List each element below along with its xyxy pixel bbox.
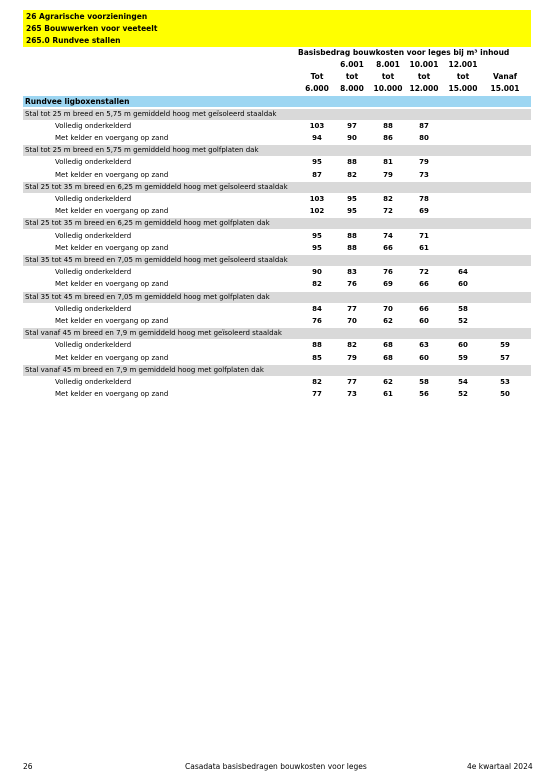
table-cell: 61 <box>383 390 393 399</box>
table-cell: 95 <box>312 231 322 240</box>
row-label: Met kelder en voergang op zand <box>55 353 169 362</box>
footer-title: Casadata basisbedragen bouwkosten voor leges <box>185 762 367 771</box>
row-label: Volledig onderkelderd <box>55 377 132 386</box>
column-header-1-line-3: 6.000 <box>305 84 329 93</box>
column-header-6-line-3: 15.001 <box>490 84 520 93</box>
table-cell: 81 <box>383 158 393 167</box>
table-cell: 102 <box>309 207 325 216</box>
row-label: Volledig onderkelderd <box>55 121 132 130</box>
table-cell: 76 <box>312 316 322 325</box>
table-cell: 70 <box>383 304 393 313</box>
table-cell: 66 <box>419 304 429 313</box>
table-cell: 60 <box>458 280 468 289</box>
group-header <box>23 182 531 193</box>
column-header-4-line-2: tot <box>417 72 431 81</box>
column-header-5-line-1: 12.001 <box>448 60 478 69</box>
table-cell: 88 <box>347 243 357 252</box>
column-header-3-line-2: tot <box>381 72 395 81</box>
table-cell: 88 <box>383 121 393 130</box>
row-label: Met kelder en voergang op zand <box>55 390 169 399</box>
table-cell: 64 <box>458 268 468 277</box>
section-header <box>23 96 531 107</box>
table-cell: 72 <box>383 207 393 216</box>
table-cell: 86 <box>383 133 393 142</box>
chapter-title: 26 Agrarische voorzieningen <box>26 12 148 21</box>
table-cell: 82 <box>312 280 322 289</box>
table-cell: 78 <box>419 194 429 203</box>
table-cell: 66 <box>383 243 393 252</box>
group-header <box>23 145 531 156</box>
table-cell: 88 <box>312 341 322 350</box>
table-cell: 59 <box>458 353 468 362</box>
table-cell: 69 <box>383 280 393 289</box>
group-title: Stal 25 tot 35 m breed en 6,25 m gemiddeld hoog met golfplaten dak <box>25 219 270 228</box>
table-cell: 70 <box>347 316 357 325</box>
table-cell: 62 <box>383 316 393 325</box>
category-title: 265.0 Rundvee stallen <box>26 36 121 45</box>
table-cell: 103 <box>309 194 325 203</box>
table-cell: 103 <box>309 121 325 130</box>
table-cell: 60 <box>419 353 429 362</box>
row-label: Met kelder en voergang op zand <box>55 133 169 142</box>
table-cell: 54 <box>458 377 468 386</box>
group-header <box>23 109 531 120</box>
column-header-3-line-1: 8.001 <box>376 60 400 69</box>
table-cell: 52 <box>458 390 468 399</box>
table-cell: 82 <box>347 341 357 350</box>
table-cell: 63 <box>419 341 429 350</box>
table-cell: 77 <box>312 390 322 399</box>
title-block <box>23 10 531 47</box>
table-cell: 73 <box>419 170 429 179</box>
table-cell: 73 <box>347 390 357 399</box>
table-cell: 88 <box>347 231 357 240</box>
column-header-1-line-2: Tot <box>310 72 324 81</box>
group-header <box>23 328 531 339</box>
table-cell: 62 <box>383 377 393 386</box>
column-header-2-line-3: 8.000 <box>340 84 364 93</box>
table-cell: 60 <box>419 316 429 325</box>
group-title: Stal vanaf 45 m breed en 7,9 m gemiddeld hoog met geïsoleerd staaldak <box>25 329 282 338</box>
table-cell: 90 <box>347 133 357 142</box>
section-title: Rundvee ligboxenstallen <box>25 97 130 106</box>
page-number: 26 <box>23 762 33 771</box>
table-cell: 95 <box>347 207 357 216</box>
column-header-4-line-3: 12.000 <box>409 84 439 93</box>
table-cell: 58 <box>419 377 429 386</box>
table-cell: 87 <box>312 170 322 179</box>
table-title: Basisbedrag bouwkosten voor leges bij m³ inhoud <box>298 48 510 57</box>
group-header <box>23 255 531 266</box>
group-title: Stal tot 25 m breed en 5,75 m gemiddeld hoog met geïsoleerd staaldak <box>25 109 277 118</box>
table-cell: 72 <box>419 268 429 277</box>
table-cell: 56 <box>419 390 429 399</box>
group-header <box>23 218 531 229</box>
column-header-2-line-1: 6.001 <box>340 60 364 69</box>
table-cell: 94 <box>312 133 322 142</box>
row-label: Met kelder en voergang op zand <box>55 280 169 289</box>
group-title: Stal 35 tot 45 m breed en 7,05 m gemiddeld hoog met geïsoleerd staaldak <box>25 255 288 264</box>
table-cell: 68 <box>383 353 393 362</box>
column-header-4-line-1: 10.001 <box>409 60 439 69</box>
table-cell: 87 <box>419 121 429 130</box>
row-label: Met kelder en voergang op zand <box>55 170 169 179</box>
row-label: Volledig onderkelderd <box>55 158 132 167</box>
row-label: Met kelder en voergang op zand <box>55 316 169 325</box>
column-header-6-line-2: Vanaf <box>492 72 518 81</box>
column-header-5-line-3: 15.000 <box>448 84 478 93</box>
table-cell: 77 <box>347 377 357 386</box>
column-header-2-line-2: tot <box>345 72 359 81</box>
table-cell: 82 <box>383 194 393 203</box>
row-label: Volledig onderkelderd <box>55 231 132 240</box>
table-cell: 52 <box>458 316 468 325</box>
table-cell: 85 <box>312 353 322 362</box>
footer-period: 4e kwartaal 2024 <box>467 762 533 771</box>
table-cell: 77 <box>347 304 357 313</box>
table-cell: 69 <box>419 207 429 216</box>
table-cell: 90 <box>312 268 322 277</box>
group-title: Stal vanaf 45 m breed en 7,9 m gemiddeld hoog met golfplaten dak <box>25 365 264 374</box>
table-cell: 88 <box>347 158 357 167</box>
table-cell: 57 <box>500 353 510 362</box>
table-cell: 79 <box>383 170 393 179</box>
column-header-5-line-2: tot <box>456 72 470 81</box>
table-cell: 79 <box>419 158 429 167</box>
table-cell: 95 <box>347 194 357 203</box>
table-cell: 76 <box>383 268 393 277</box>
group-header <box>23 365 531 376</box>
table-cell: 59 <box>500 341 510 350</box>
column-header-3-line-3: 10.000 <box>373 84 403 93</box>
table-cell: 82 <box>312 377 322 386</box>
row-label: Volledig onderkelderd <box>55 341 132 350</box>
table-cell: 84 <box>312 304 322 313</box>
table-cell: 50 <box>500 390 510 399</box>
table-cell: 79 <box>347 353 357 362</box>
row-label: Volledig onderkelderd <box>55 304 132 313</box>
row-label: Met kelder en voergang op zand <box>55 207 169 216</box>
table-cell: 83 <box>347 268 357 277</box>
group-title: Stal 35 tot 45 m breed en 7,05 m gemiddeld hoog met golfplaten dak <box>25 292 270 301</box>
group-title: Stal tot 25 m breed en 5,75 m gemiddeld hoog met golfplaten dak <box>25 146 259 155</box>
table-cell: 76 <box>347 280 357 289</box>
table-cell: 82 <box>347 170 357 179</box>
table-cell: 68 <box>383 341 393 350</box>
table-cell: 58 <box>458 304 468 313</box>
row-label: Volledig onderkelderd <box>55 194 132 203</box>
group-title: Stal 25 tot 35 m breed en 6,25 m gemiddeld hoog met geïsoleerd staaldak <box>25 182 288 191</box>
table-cell: 95 <box>312 243 322 252</box>
table-cell: 60 <box>458 341 468 350</box>
table-cell: 66 <box>419 280 429 289</box>
table-cell: 53 <box>500 377 510 386</box>
table-cell: 80 <box>419 133 429 142</box>
table-cell: 74 <box>383 231 393 240</box>
subchapter-title: 265 Bouwwerken voor veeteelt <box>26 24 158 33</box>
row-label: Met kelder en voergang op zand <box>55 243 169 252</box>
row-label: Volledig onderkelderd <box>55 268 132 277</box>
table-cell: 61 <box>419 243 429 252</box>
group-header <box>23 292 531 303</box>
table-cell: 97 <box>347 121 357 130</box>
table-cell: 71 <box>419 231 429 240</box>
table-cell: 95 <box>312 158 322 167</box>
